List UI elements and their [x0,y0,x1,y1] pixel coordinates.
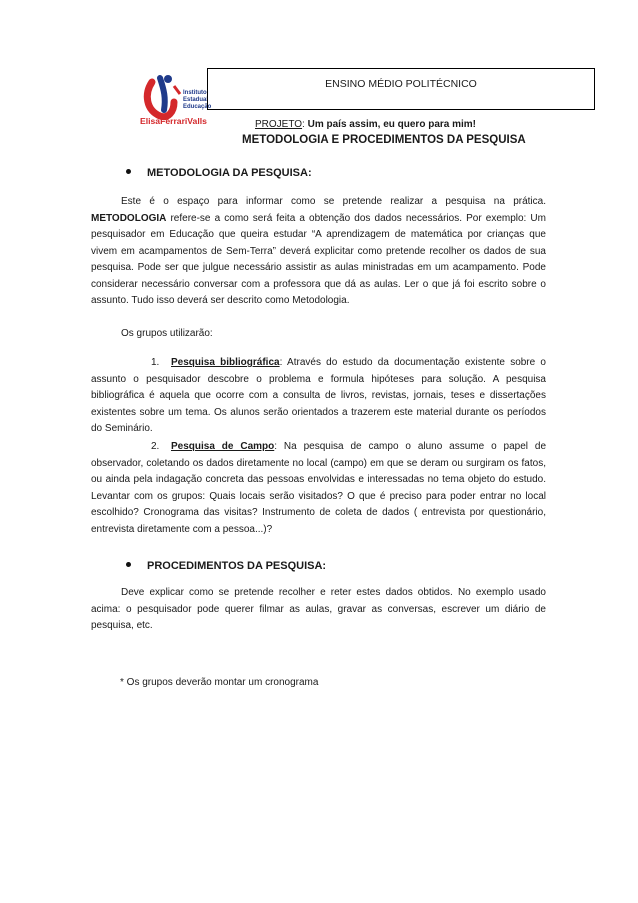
list-item-number: 2. [151,441,160,452]
section-heading-methodology [126,167,312,179]
logo-text-line3: Educação [183,104,212,110]
groups-intro-text: Os grupos utilizarão: [121,328,213,339]
list-item-text: : Na pesquisa de campo o aluno assume o papel de observador, coletando os dados diretamente no local (campo) em que se deram ou surgiram os fatos, ou ainda pela indagação concreta das pessoas envolvidas e interessadas no tema objeto do estudo. Levantar com os grupos: Quais locais serão visitados? O que é preciso para poder entrar no local escolhido? Cronograma das visitas? Instrumento de coleta de dados ( entrevista por questionário, entrevista diretamente com a pessoa...)? [91,441,546,535]
footnote: * Os grupos deverão montar um cronograma [120,677,319,688]
procedures-paragraph [91,585,546,635]
methodology-text-2: refere-se a como será feita a obtenção dos dados necessários. Por exemplo: Um pesquisador em Educação que queira estudar “A aprendizagem de matemática por crianças que vivem em acampamentos de Sem-Terra” deverá explicitar como pretende recolher os dados de sua pesquisa. Pode ser que julgue necessário assistir as aulas ministradas em um acampamento. Pode considerar necessário conversar com a professora que dá as aulas. Ler o que já foi escrito sobre o assunto. Tudo isso deverá ser descrito como Metodologia. [91,212,546,306]
document-title: METODOLOGIA E PROCEDIMENTOS DA PESQUISA [242,134,526,146]
list-item [91,355,546,438]
list-item-title: Pesquisa de Campo [171,441,275,452]
methodology-paragraph [91,194,546,310]
bullet-icon [126,562,131,567]
logo-text-line1: Instituto [183,90,207,96]
project-separator: : [302,119,305,130]
list-item-number: 1. [151,357,160,368]
methodology-text-1: Este é o espaço para informar como se pretende realizar a pesquisa na prática. [121,196,546,207]
logo-brand: ElisaFerrariValls [140,116,207,126]
list-item-text: : Através do estudo da documentação existente sobre o assunto o pesquisador descobre o problema e formula hipóteses para solução. A pesquisa bibliográfica é aquela que ocorre com a consulta de livros, revistas, jornais, teses e dissertações existentes sobre um tema. Os alunos serão orientados a trazerem este material durante os períodos do Seminário. [91,357,546,434]
section-heading-text: PROCEDIMENTOS DA PESQUISA: [147,560,327,572]
methodology-bold: METODOLOGIA [91,212,167,224]
bullet-icon [126,169,131,174]
header-box-text: ENSINO MÉDIO POLITÉCNICO [325,78,477,90]
list-item-title: Pesquisa bibliográfica [171,357,280,368]
project-name: Um país assim, eu quero para mim! [307,119,476,130]
logo-text-line2: Estadual [183,97,209,103]
groups-intro [91,326,546,343]
project-line [255,119,476,130]
section-heading-procedures [126,560,326,572]
header-box [207,68,595,110]
section-heading-text: METODOLOGIA DA PESQUISA: [147,167,312,179]
procedures-text: Deve explicar como se pretende recolher e reter estes dados obtidos. No exemplo usado acima: o pesquisador pode querer filmar as aulas, gravar as conversas, escrever um diário de pesquisa, etc. [91,587,546,631]
list-item [91,439,546,538]
project-label: PROJETO [255,119,303,130]
